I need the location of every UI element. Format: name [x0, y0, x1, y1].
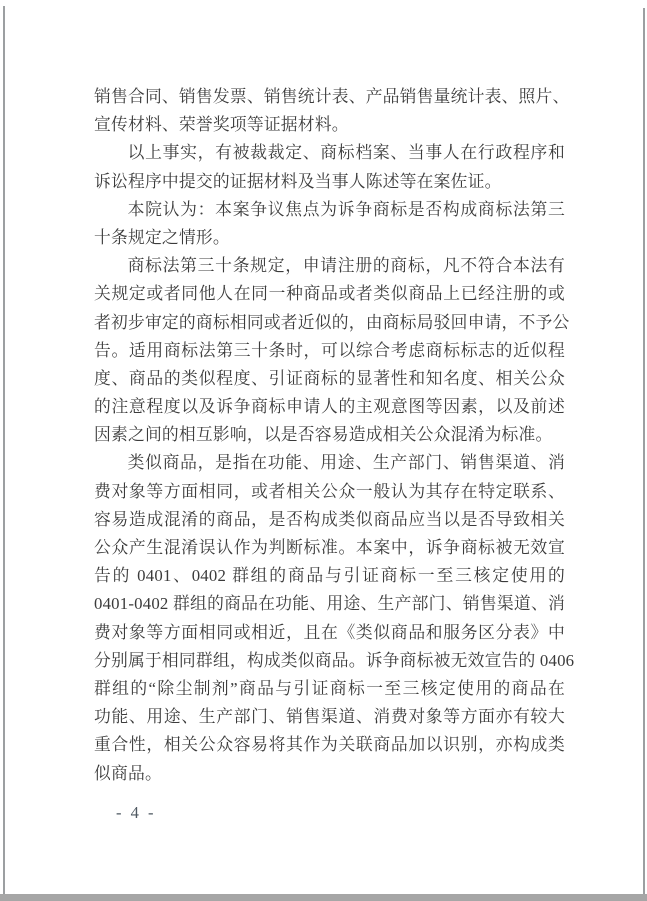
page-number — [94, 803, 156, 823]
text-line: 重合性，相关公众容易将其作为关联商品加以识别，亦构成类 — [94, 735, 565, 755]
text-line: 商标法第三十条规定，申请注册的商标，凡不符合本法有 — [127, 256, 565, 276]
document-body — [94, 83, 575, 788]
text-line: 公众产生混淆误认作为判断标准。本案中，诉争商标被无效宣 — [94, 538, 565, 557]
text-line: 告。适用商标法第三十条时，可以综合考虑商标标志的近似程 — [94, 340, 565, 360]
text-line: 者初步审定的商标相同或者近似的，由商标局驳回申请，不予公 — [94, 312, 570, 332]
text-line: 度、商品的类似程度、引证商标的显著性和知名度、相关公众 — [94, 368, 565, 388]
text-line: 以上事实，有被裁裁定、商标档案、当事人在行政程序和 — [127, 143, 565, 163]
text-line: 宣传材料、荣誉奖项等证据材料。 — [94, 115, 349, 135]
text-line: 功能、用途、生产部门、销售渠道、消费对象等方面亦有较大 — [94, 707, 565, 727]
text-line: 因素之间的相互影响，以是否容易造成相关公众混淆为标准。 — [94, 425, 553, 445]
text-line: 诉讼程序中提交的证据材料及当事人陈述等在案佐证。 — [94, 171, 502, 191]
page-number-label: - 4 - — [116, 803, 156, 822]
scan-edge-left — [3, 6, 5, 895]
scan-edge-bottom — [0, 894, 647, 901]
text-line: 的注意程度以及诉争商标申请人的主观意图等因素，以及前述 — [94, 397, 565, 417]
text-line: 类似商品，是指在功能、用途、生产部门、销售渠道、消 — [127, 453, 565, 473]
text-line: 费对象等方面相同或相近，且在《类似商品和服务区分表》中 — [94, 622, 565, 642]
text-line: 十条规定之情形。 — [94, 227, 230, 247]
text-line: 关规定或者同他人在同一种商品或者类似商品上已经注册的或 — [94, 284, 565, 304]
text-line: 0401-0402 群组的商品在功能、用途、生产部门、销售渠道、消 — [94, 594, 565, 614]
text-line: 群组的“除尘制剂”商品与引证商标一至三核定使用的商品在 — [94, 678, 565, 698]
text-line: 告的 0401、0402 群组的商品与引证商标一至三核定使用的 — [94, 566, 565, 586]
text-line: 本院认为：本案争议焦点为诉争商标是否构成商标法第三 — [127, 199, 565, 219]
text-line: 费对象等方面相同，或者相关公众一般认为其存在特定联系、 — [94, 481, 565, 501]
text-line: 似商品。 — [94, 763, 162, 783]
scan-edge-right — [643, 8, 645, 895]
text-line: 容易造成混淆的商品，是否构成类似商品应当以是否导致相关 — [94, 509, 565, 529]
text-line: 销售合同、销售发票、销售统计表、产品销售量统计表、照片、 — [94, 87, 570, 106]
text-line: 分别属于相同群组，构成类似商品。诉争商标被无效宣告的 0406 — [94, 650, 575, 670]
